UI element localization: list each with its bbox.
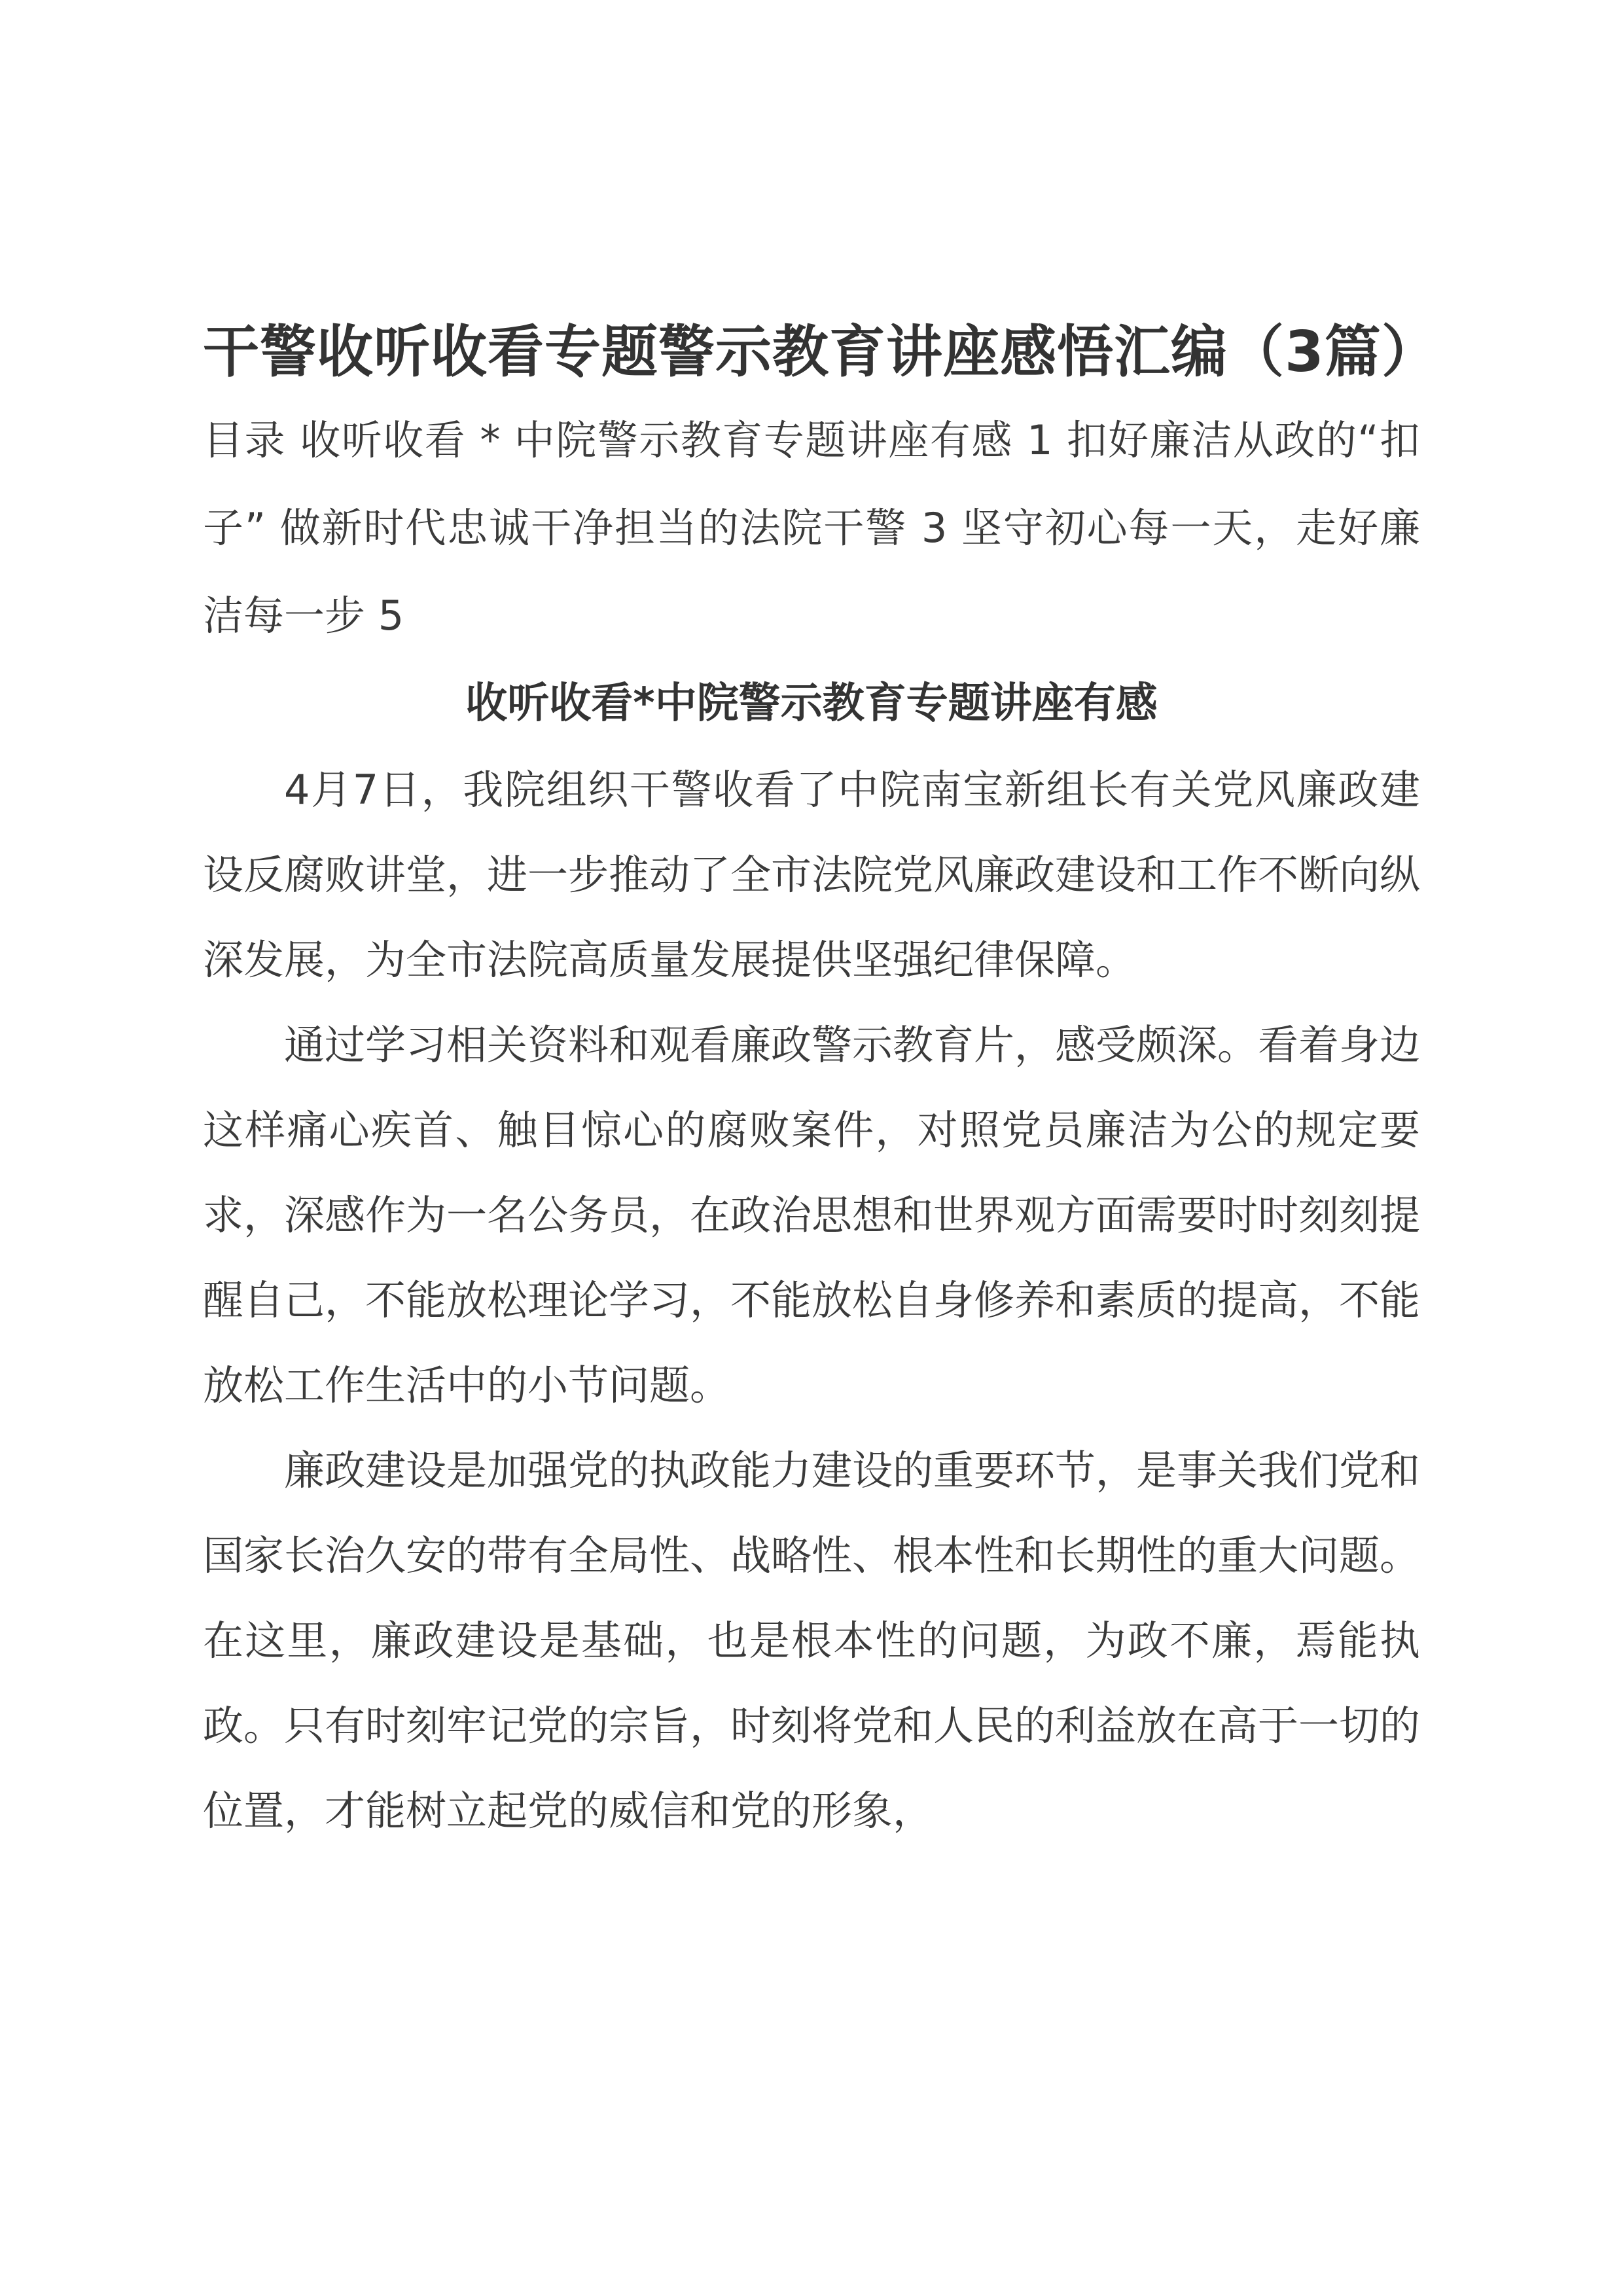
table-of-contents: 目录 收听收看 * 中院警示教育专题讲座有感 1 扣好廉洁从政的“扣子” 做新时代忠诚干净担当的法院干警 3 坚守初心每一天，走好廉洁每一步 5 [203, 416, 1420, 639]
body-paragraph-1: 4月7日，我院组织干警收看了中院南宝新组长有关党风廉政建设反腐败讲堂，进一步推动了全市法院党风廉政建设和工作不断向纵深发展，为全市法院高质量发展提供坚强纪律保障。 [203, 766, 1421, 984]
body-paragraph-3: 廉政建设是加强党的执政能力建设的重要环节，是事关我们党和国家长治久安的带有全局性、战略性、根本性和长期性的重大问题。在这里，廉政建设是基础，也是根本性的问题，为政不廉，焉能执政。只有时刻牢记党的宗旨，时刻将党和人民的利益放在高于一切的位置，才能树立起党的威信和党的形象， [203, 1446, 1421, 1835]
body-paragraph-2: 通过学习相关资料和观看廉政警示教育片，感受颇深。看着身边这样痛心疾首、触目惊心的腐败案件，对照党员廉洁为公的规定要求，深感作为一名公务员，在政治思想和世界观方面需要时时刻刻提醒自己，不能放松理论学习，不能放松自身修养和素质的提高，不能放松工作生活中的小节问题。 [203, 1021, 1421, 1409]
document-page [203, 308, 1438, 1854]
document-title: 干警收听收看专题警示教育讲座感悟汇编（3篇） [203, 319, 1438, 385]
section-heading: 收听收看*中院警示教育专题讲座有感 [465, 679, 1158, 728]
